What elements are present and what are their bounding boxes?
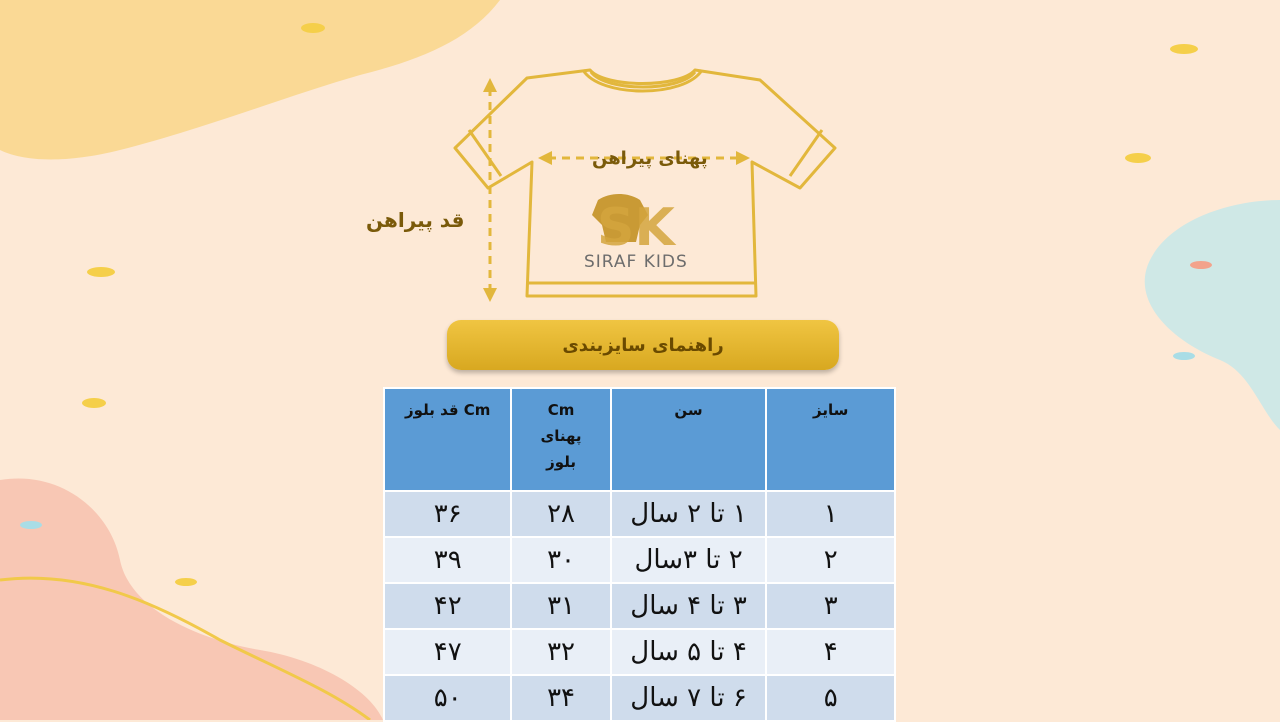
cell-age: ۶ تا ۷ سال xyxy=(611,675,767,721)
header-age: سن xyxy=(611,388,767,491)
cell-size: ۲ xyxy=(766,537,895,583)
cell-length: ۵۰ xyxy=(384,675,511,721)
cell-age: ۱ تا ۲ سال xyxy=(611,491,767,537)
cell-size: ۴ xyxy=(766,629,895,675)
svg-text:SK: SK xyxy=(597,198,675,258)
shirt-width-label: پهنای پیراهن xyxy=(592,148,708,169)
cell-width: ۳۲ xyxy=(511,629,610,675)
cell-width: ۲۸ xyxy=(511,491,610,537)
header-length: قد بلوز Cm xyxy=(384,388,511,491)
table-row xyxy=(384,583,895,629)
cell-length: ۳۶ xyxy=(384,491,511,537)
brand-name: SIRAF KIDS xyxy=(584,252,688,272)
header-width: Cm پهنای بلوز xyxy=(511,388,610,491)
shirt-height-label: قد پیراهن xyxy=(366,208,465,232)
table-row xyxy=(384,537,895,583)
cell-age: ۴ تا ۵ سال xyxy=(611,629,767,675)
size-table xyxy=(383,387,896,722)
table-row xyxy=(384,629,895,675)
cell-length: ۳۹ xyxy=(384,537,511,583)
cell-size: ۵ xyxy=(766,675,895,721)
size-guide-banner xyxy=(447,320,839,370)
cell-age: ۲ تا ۳سال xyxy=(611,537,767,583)
cell-length: ۴۲ xyxy=(384,583,511,629)
cell-width: ۳۱ xyxy=(511,583,610,629)
table-header-row xyxy=(384,388,895,491)
siraf-kids-logo xyxy=(592,194,676,258)
cell-size: ۱ xyxy=(766,491,895,537)
header-size: سایز xyxy=(766,388,895,491)
table-row xyxy=(384,675,895,721)
cell-length: ۴۷ xyxy=(384,629,511,675)
cell-size: ۳ xyxy=(766,583,895,629)
cell-age: ۳ تا ۴ سال xyxy=(611,583,767,629)
cell-width: ۳۰ xyxy=(511,537,610,583)
cell-width: ۳۴ xyxy=(511,675,610,721)
size-guide-title: راهنمای سایزبندی xyxy=(562,334,724,356)
table-row xyxy=(384,491,895,537)
